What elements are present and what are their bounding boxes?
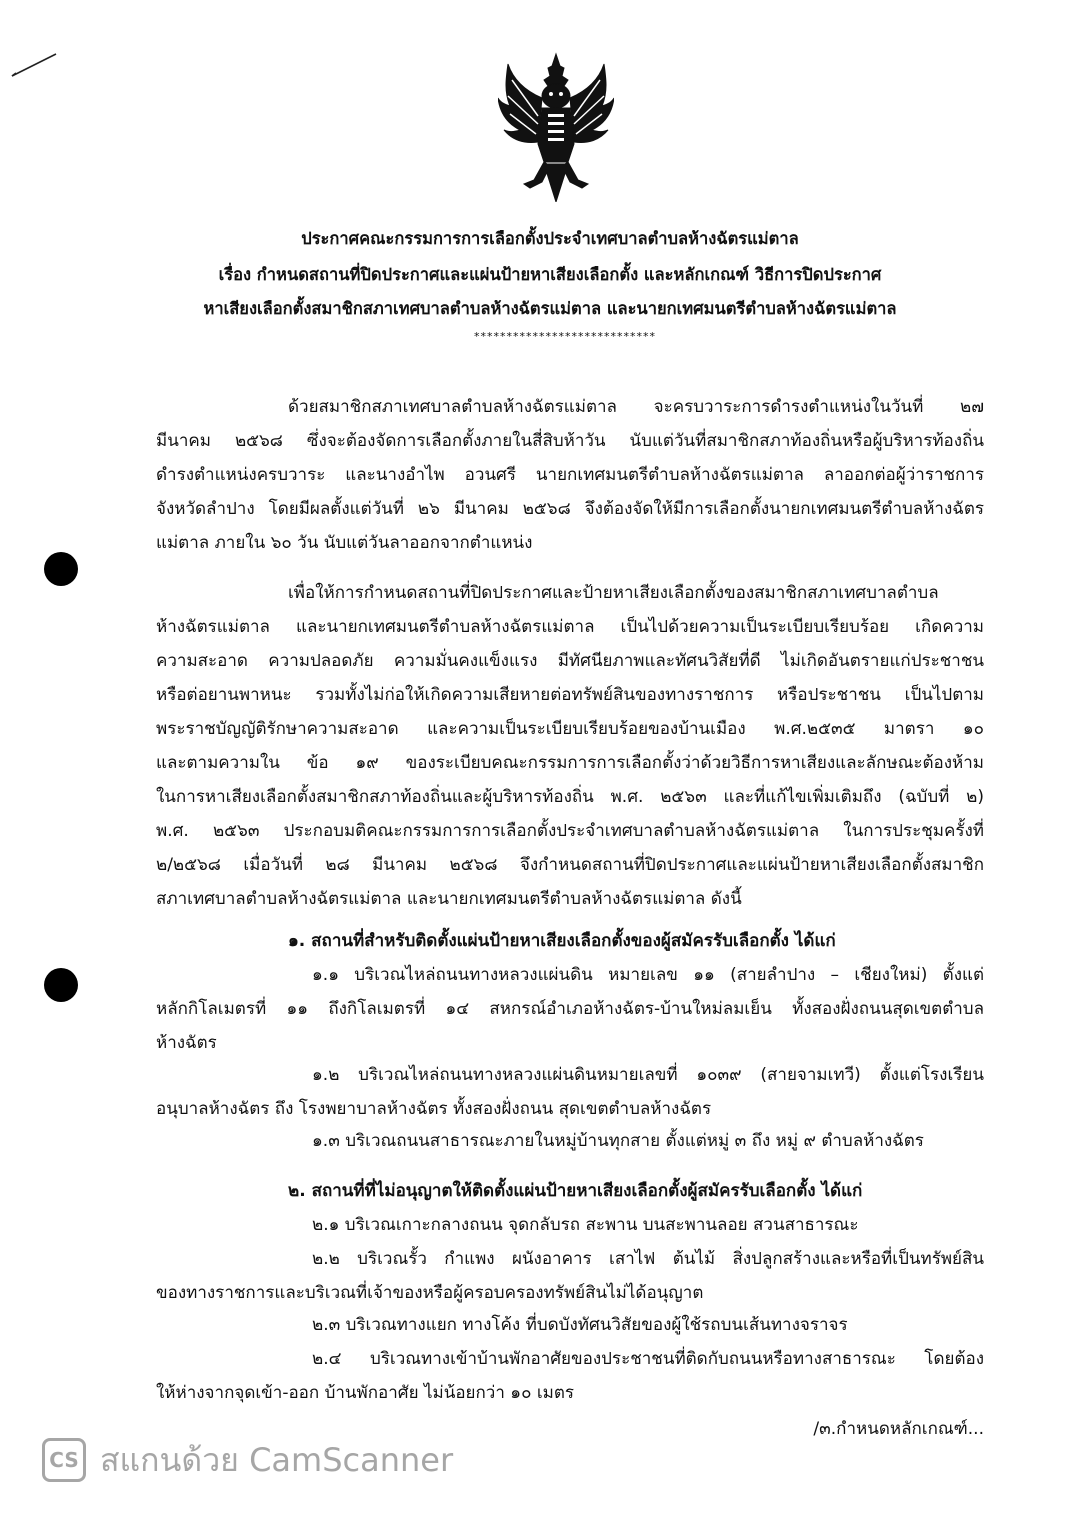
paragraph-line: ด้วยสมาชิกสภาเทศบาลตำบลห้างฉัตรแม่ตาล จะครบวาระการดำรงตำแหน่งในวันที่ ๒๗ <box>288 397 984 417</box>
section-heading: ๑. สถานที่สำหรับติดตั้งแผ่นป้ายหาเสียงเลือกตั้งของผู้สมัครรับเลือกตั้ง ได้แก่ <box>288 931 836 951</box>
camscanner-watermark <box>42 1436 453 1484</box>
paragraph-line: ๒/๒๕๖๘ เมื่อวันที่ ๒๘ มีนาคม ๒๕๖๘ จึงกำหนดสถานที่ปิดประกาศและแผ่นป้ายหาเสียงเลือกตั้งสมาชิก <box>156 855 984 875</box>
list-item: ห้างฉัตร <box>156 1033 217 1053</box>
paragraph-line: สภาเทศบาลตำบลห้างฉัตรแม่ตาล และนายกเทศมนตรีตำบลห้างฉัตรแม่ตาล ดังนี้ <box>156 889 742 909</box>
list-item: ๒.๔ บริเวณทางเข้าบ้านพักอาศัยของประชาชนที่ติดกับถนนหรือทางสาธารณะ โดยต้อง <box>312 1349 984 1369</box>
list-item: หลักกิโลเมตรที่ ๑๑ ถึงกิโลเมตรที่ ๑๔ สหกรณ์อำเภอห้างฉัตร-บ้านใหม่ลมเย็น ทั้งสองฝั่งถนนสุดเขตตำบล <box>156 999 984 1019</box>
title-separator: **************************** <box>474 330 656 343</box>
paragraph-line: ห้างฉัตรแม่ตาล และนายกเทศมนตรีตำบลห้างฉัตรแม่ตาล เป็นไปด้วยความเป็นระเบียบเรียบร้อย เกิดความ <box>156 617 984 637</box>
paragraph-line: ในการหาเสียงเลือกตั้งสมาชิกสภาท้องถิ่นและผู้บริหารท้องถิ่น พ.ศ. ๒๕๖๓ และที่แก้ไขเพิ่มเติมถึง (ฉบับที่ ๒) <box>156 787 984 807</box>
announcement-title: ประกาศคณะกรรมการการเลือกตั้งประจำเทศบาลตำบลห้างฉัตรแม่ตาล <box>301 229 799 248</box>
list-item: ๒.๑ บริเวณเกาะกลางถนน จุดกลับรถ สะพาน บนสะพานลอย สวนสาธารณะ <box>312 1215 859 1235</box>
paragraph-line: มีนาคม ๒๕๖๘ ซึ่งจะต้องจัดการเลือกตั้งภายในสี่สิบห้าวัน นับแต่วันที่สมาชิกสภาท้องถิ่นหรือผู้บริหารท้องถิ่น <box>156 431 984 451</box>
list-item: ๒.๓ บริเวณทางแยก ทางโค้ง ที่บดบังทัศนวิสัยของผู้ใช้รถบนเส้นทางจราจร <box>312 1315 848 1335</box>
punch-hole <box>44 968 78 1002</box>
paragraph-line: เพื่อให้การกำหนดสถานที่ปิดประกาศและป้ายหาเสียงเลือกตั้งของสมาชิกสภาเทศบาลตำบล <box>288 583 939 603</box>
announcement-subject-continued: หาเสียงเลือกตั้งสมาชิกสภาเทศบาลตำบลห้างฉัตรแม่ตาล และนายกเทศมนตรีตำบลห้างฉัตรแม่ตาล <box>203 299 897 318</box>
list-item: ๑.๓ บริเวณถนนสาธารณะภายในหมู่บ้านทุกสาย ตั้งแต่หมู่ ๓ ถึง หมู่ ๙ ตำบลห้างฉัตร <box>312 1131 924 1151</box>
punch-hole <box>44 552 78 586</box>
pen-mark-icon <box>8 48 60 80</box>
garuda-emblem-icon <box>498 52 614 202</box>
paragraph-line: จังหวัดลำปาง โดยมีผลตั้งแต่วันที่ ๒๖ มีนาคม ๒๕๖๘ จึงต้องจัดให้มีการเลือกตั้งนายกเทศมนตรีตำบลห้างฉัตร <box>156 499 984 519</box>
paragraph-line: พ.ศ. ๒๕๖๓ ประกอบมติคณะกรรมการการเลือกตั้งประจำเทศบาลตำบลห้างฉัตรแม่ตาล ในการประชุมครั้งที่ <box>156 821 984 841</box>
page-continuation: /๓.กำหนดหลักเกณฑ์... <box>813 1419 984 1439</box>
list-item: ๑.๑ บริเวณไหล่ถนนทางหลวงแผ่นดิน หมายเลข ๑๑ (สายลำปาง – เชียงใหม่) ตั้งแต่ <box>312 965 984 985</box>
watermark-text: สแกนด้วย CamScanner <box>100 1440 454 1479</box>
announcement-subject: เรื่อง กำหนดสถานที่ปิดประกาศและแผ่นป้ายหาเสียงเลือกตั้ง และหลักเกณฑ์ วิธีการปิดประกาศ <box>218 265 882 284</box>
paragraph-line: แม่ตาล ภายใน ๖๐ วัน นับแต่วันลาออกจากตำแหน่ง <box>156 533 533 553</box>
paragraph-line: ดำรงตำแหน่งครบวาระ และนางอำไพ อวนศรี นายกเทศมนตรีตำบลห้างฉัตรแม่ตาล ลาออกต่อผู้ว่าราชการ <box>156 465 984 485</box>
list-item: อนุบาลห้างฉัตร ถึง โรงพยาบาลห้างฉัตร ทั้งสองฝั่งถนน สุดเขตตำบลห้างฉัตร <box>156 1099 712 1119</box>
list-item: ๒.๒ บริเวณรั้ว กำแพง ผนังอาคาร เสาไฟ ต้นไม้ สิ่งปลูกสร้างและหรือที่เป็นทรัพย์สิน <box>312 1249 984 1269</box>
paragraph-line: หรือต่อยานพาหนะ รวมทั้งไม่ก่อให้เกิดความเสียหายต่อทรัพย์สินของทางราชการ หรือประชาชน เป็นไปตาม <box>156 685 984 705</box>
camscanner-logo-icon: CS <box>42 1438 86 1482</box>
list-item: ให้ห่างจากจุดเข้า-ออก บ้านพักอาศัย ไม่น้อยกว่า ๑๐ เมตร <box>156 1383 575 1403</box>
paragraph-line: พระราชบัญญัติรักษาความสะอาด และความเป็นระเบียบเรียบร้อยของบ้านเมือง พ.ศ.๒๕๓๕ มาตรา ๑๐ <box>156 719 984 739</box>
list-item: ของทางราชการและบริเวณที่เจ้าของหรือผู้ครอบครองทรัพย์สินไม่ได้อนุญาต <box>156 1283 704 1303</box>
list-item: ๑.๒ บริเวณไหล่ถนนทางหลวงแผ่นดินหมายเลขที่ ๑๐๓๙ (สายจามเทวี) ตั้งแต่โรงเรียน <box>312 1065 984 1085</box>
paragraph-line: ความสะอาด ความปลอดภัย ความมั่นคงแข็งแรง มีทัศนียภาพและทัศนวิสัยที่ดี ไม่เกิดอันตรายแก่ประชาชน <box>156 651 984 671</box>
paragraph-line: และตามความใน ข้อ ๑๙ ของระเบียบคณะกรรมการการเลือกตั้งว่าด้วยวิธีการหาเสียงและลักษณะต้องห้าม <box>156 753 984 773</box>
section-heading: ๒. สถานที่ที่ไม่อนุญาตให้ติดตั้งแผ่นป้ายหาเสียงเลือกตั้งผู้สมัครรับเลือกตั้ง ได้แก่ <box>288 1181 863 1201</box>
